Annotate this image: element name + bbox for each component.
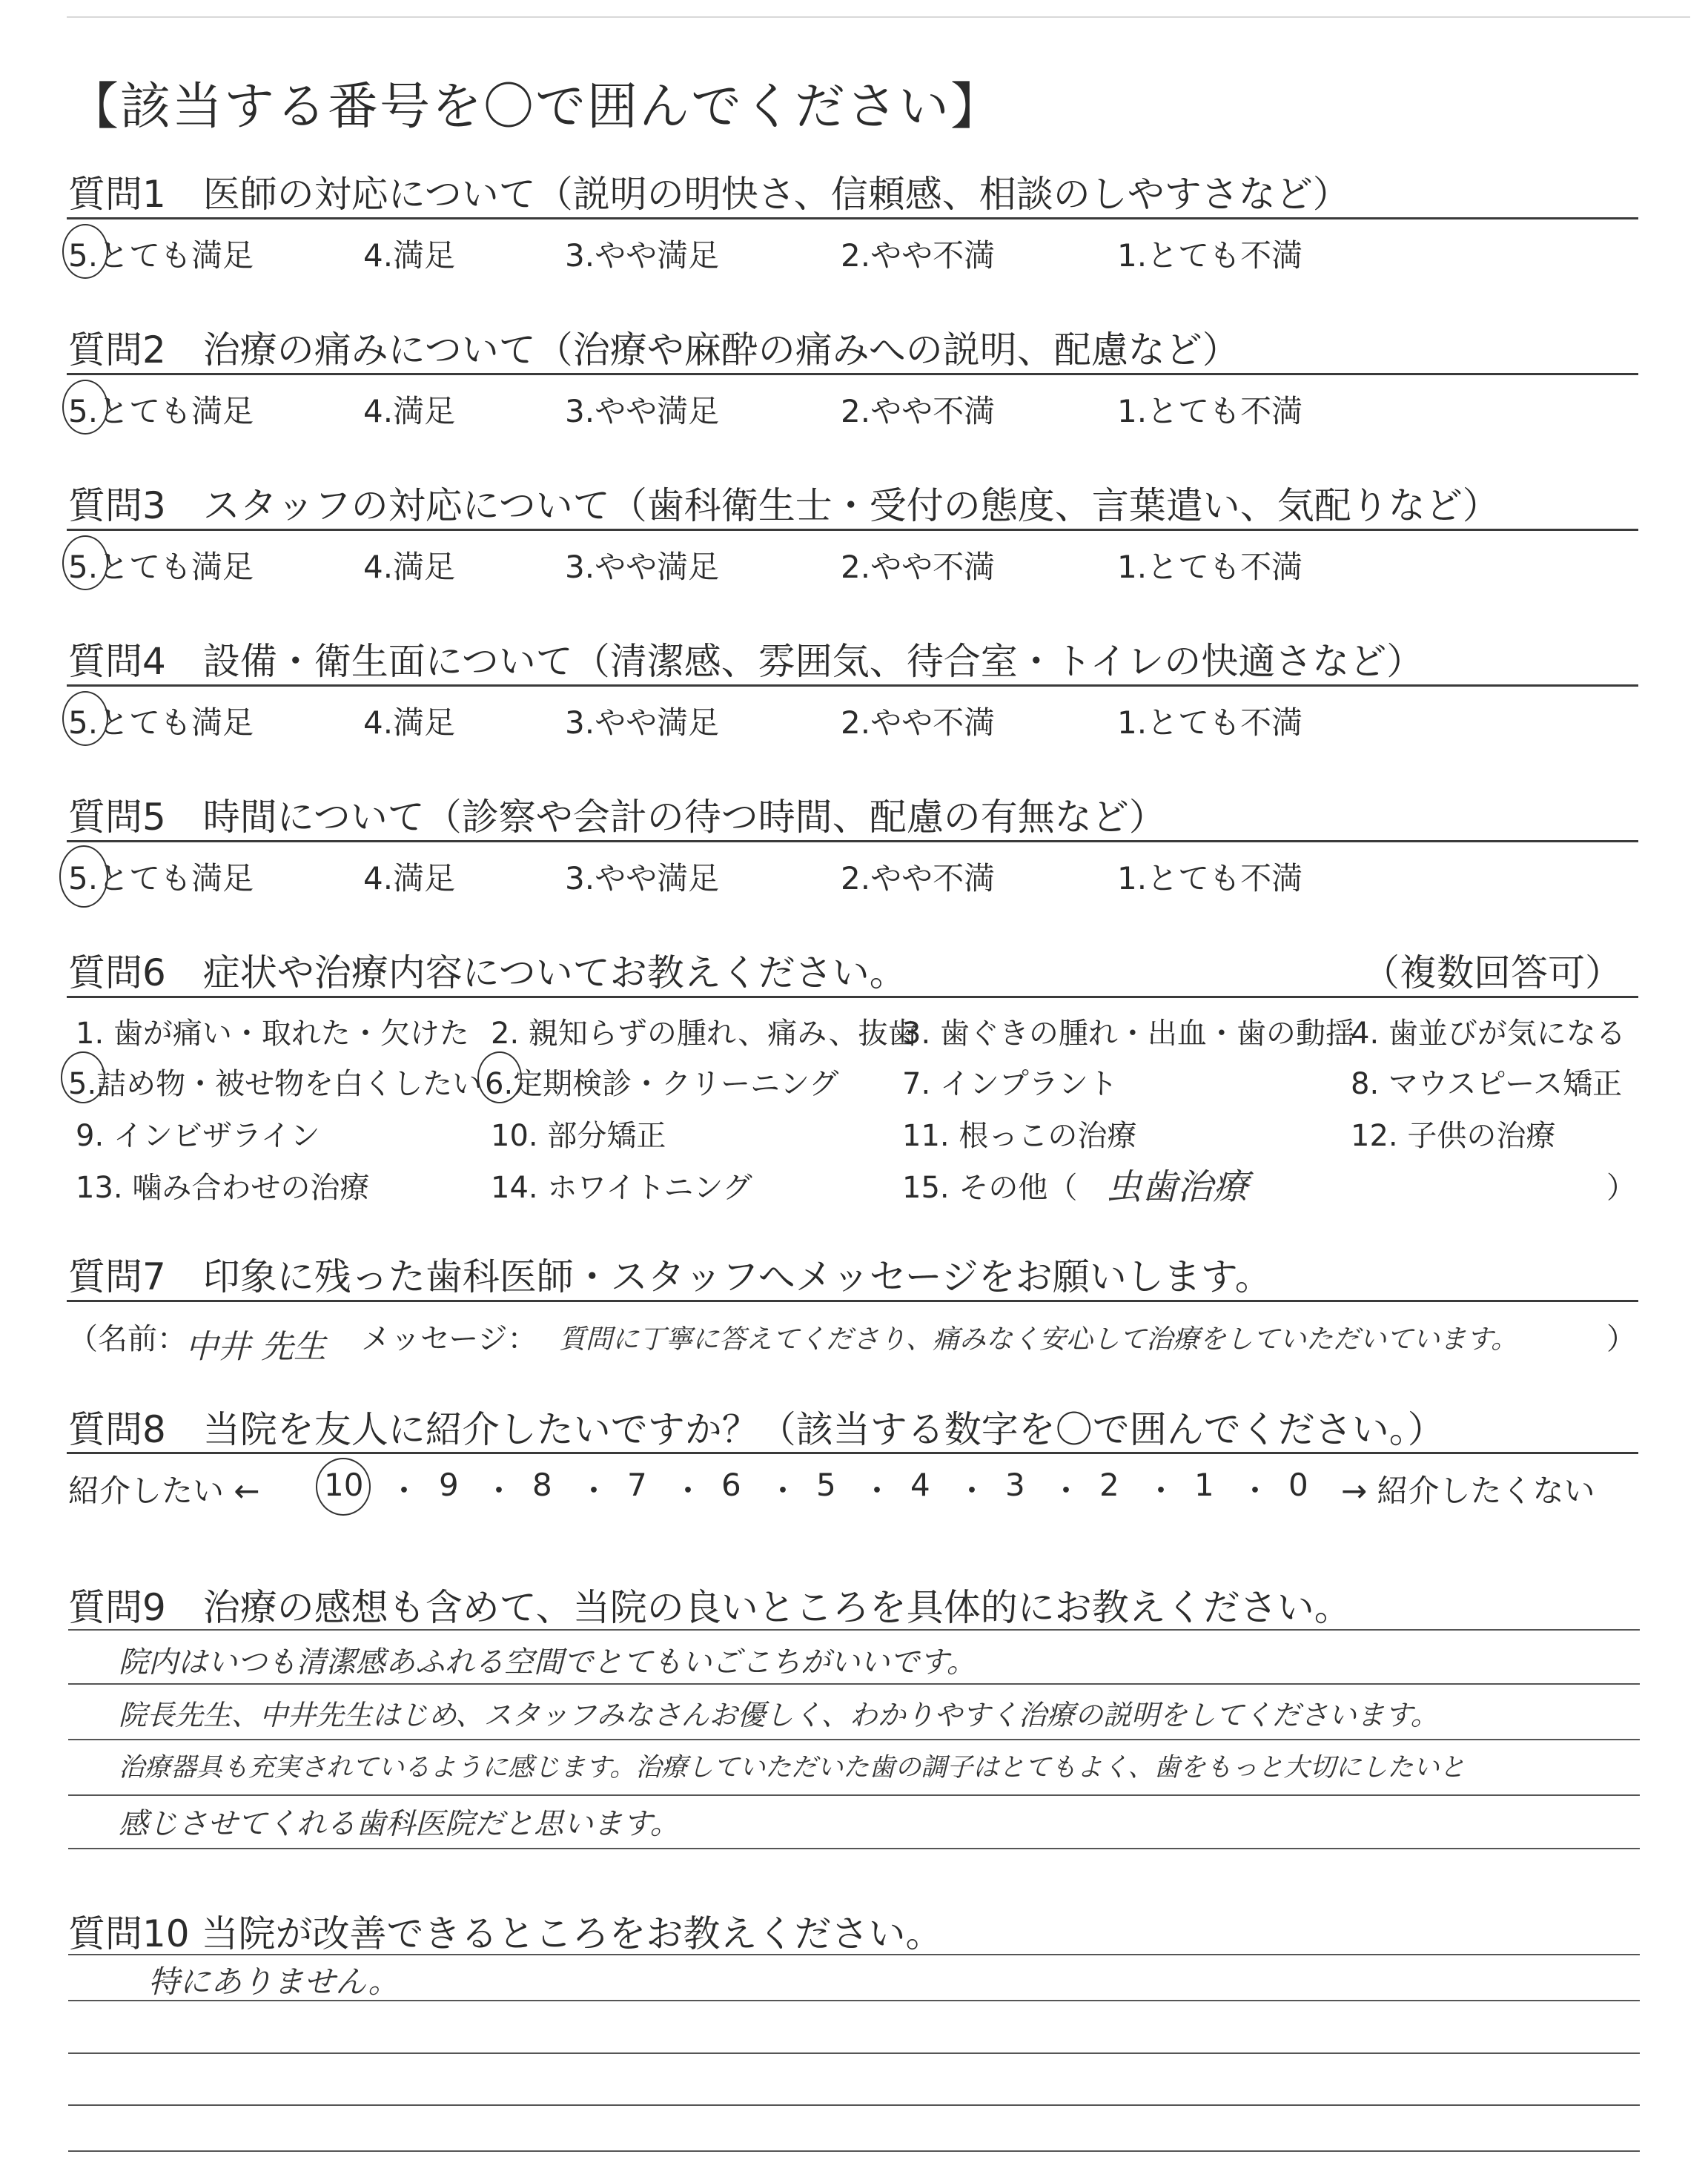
option-3[interactable]: 3.やや満足 [565, 860, 720, 896]
divider [67, 373, 1638, 375]
option-1[interactable]: 1.とても不満 [1117, 704, 1303, 741]
answer-line [68, 1683, 1640, 1685]
symptom-option-11[interactable]: 11. 根っこの治療 [902, 1119, 1137, 1153]
option-2[interactable]: 2.やや不満 [841, 704, 996, 741]
question-title: 質問10 当院が改善できるところをお教えください。 [68, 1912, 943, 1955]
answer-line [68, 1794, 1640, 1796]
answer-line [68, 2052, 1640, 2054]
name-label: （名前： [68, 1322, 187, 1356]
divider [67, 217, 1638, 219]
rating-options [68, 543, 1640, 595]
selection-circle [62, 535, 108, 590]
symptom-option-5[interactable]: 5.詰め物・被せ物を白くしたい [68, 1067, 483, 1101]
answer-line [68, 1848, 1640, 1849]
option-4[interactable]: 4.満足 [363, 549, 456, 585]
answer-text-line-3[interactable]: 治療器具も充実されているように感じます。治療していただいた歯の調子はとてもよく、歯をもっと大切にしたいと [119, 1753, 1466, 1783]
option-1[interactable]: 1.とても不満 [1117, 393, 1303, 429]
selection-circle [316, 1458, 371, 1516]
scale-dot: ・ [578, 1473, 610, 1509]
symptom-option-14[interactable]: 14. ホワイトニング [491, 1171, 752, 1205]
divider [67, 1452, 1638, 1454]
symptom-option-3[interactable]: 3. 歯ぐきの腫れ・出血・歯の動揺 [902, 1017, 1355, 1051]
answer-line [68, 1739, 1640, 1740]
scale-1[interactable]: 1 [1194, 1467, 1214, 1503]
selection-circle [62, 224, 108, 279]
scale-left-label: 紹介したい ← [68, 1473, 260, 1509]
symptom-option-7[interactable]: 7. インプラント [902, 1067, 1118, 1101]
scale-5[interactable]: 5 [816, 1467, 836, 1503]
scale-4[interactable]: 4 [910, 1467, 930, 1503]
question-title: 質問9 治療の感想も含めて、当院の良いところを具体的にお教えください。 [68, 1586, 1351, 1629]
option-1[interactable]: 1.とても不満 [1117, 860, 1303, 896]
option-2[interactable]: 2.やや不満 [841, 393, 996, 429]
scale-10[interactable]: 10 [324, 1467, 364, 1503]
option-4[interactable]: 4.満足 [363, 237, 456, 274]
answer-line [68, 1954, 1640, 1955]
option-4[interactable]: 4.満足 [363, 393, 456, 429]
answer-text-line-1[interactable]: 院内はいつも清潔感あふれる空間でとてもいごこちがいいです。 [119, 1645, 976, 1680]
option-1[interactable]: 1.とても不満 [1117, 549, 1303, 585]
question-title: 質問4 設備・衛生面について（清潔感、雰囲気、待合室・トイレの快適さなど） [68, 640, 1424, 683]
selection-circle [62, 691, 108, 746]
divider [67, 1300, 1638, 1302]
option-3[interactable]: 3.やや満足 [565, 237, 720, 274]
scale-6[interactable]: 6 [721, 1467, 741, 1503]
option-5[interactable]: 5.とても満足 [68, 393, 254, 429]
symptom-option-10[interactable]: 10. 部分矯正 [491, 1119, 666, 1153]
scale-0[interactable]: 0 [1288, 1467, 1308, 1503]
answer-line [68, 2150, 1640, 2152]
symptom-option-9[interactable]: 9. インビザライン [76, 1119, 320, 1153]
option-1[interactable]: 1.とても不満 [1117, 237, 1303, 274]
scale-dot: ・ [1145, 1473, 1177, 1509]
symptom-option-1[interactable]: 1. 歯が痛い・取れた・欠けた [76, 1017, 469, 1051]
answer-text-line-2[interactable]: 院長先生、中井先生はじめ、スタッフみなさんお優しく、わかりやすく治療の説明をしてくださいます。 [119, 1699, 1439, 1731]
rating-options [68, 231, 1640, 283]
other-close-paren: ） [1606, 1171, 1636, 1205]
symptom-option-4[interactable]: 4. 歯並びが気になる [1351, 1017, 1626, 1051]
question-title: 質問2 治療の痛みについて（治療や麻酔の痛みへの説明、配慮など） [68, 328, 1239, 371]
selection-circle [477, 1051, 522, 1103]
scale-dot: ・ [861, 1473, 893, 1509]
question-title: 質問7 印象に残った歯科医師・スタッフへメッセージをお願いします。 [68, 1255, 1272, 1298]
multi-answer-note: （複数回答可） [1363, 951, 1622, 994]
symptom-option-8[interactable]: 8. マウスピース矯正 [1351, 1067, 1623, 1101]
answer-line [68, 1629, 1640, 1631]
option-3[interactable]: 3.やや満足 [565, 393, 720, 429]
page-top-edge [67, 16, 1690, 18]
option-3[interactable]: 3.やや満足 [565, 549, 720, 585]
scale-dot: ・ [767, 1473, 799, 1509]
option-5[interactable]: 5.とても満足 [68, 549, 254, 585]
rating-options [68, 854, 1640, 906]
name-value[interactable]: 中井 先生 [185, 1328, 326, 1366]
scale-dot: ・ [388, 1473, 420, 1509]
rating-options [68, 387, 1640, 439]
question-title: 質問6 症状や治療内容についてお教えください。 [68, 951, 907, 994]
option-5[interactable]: 5.とても満足 [68, 704, 254, 741]
symptom-option-13[interactable]: 13. 噛み合わせの治療 [76, 1171, 370, 1205]
answer-text-line-4[interactable]: 感じさせてくれる歯科医院だと思います。 [119, 1807, 680, 1841]
message-row [68, 1311, 1647, 1366]
scale-dot: ・ [1239, 1473, 1271, 1509]
symptom-options [68, 1010, 1647, 1225]
rating-options [68, 698, 1640, 750]
scale-9[interactable]: 9 [439, 1467, 459, 1503]
other-text-value[interactable]: 虫歯治療 [1106, 1166, 1249, 1208]
message-value[interactable]: 質問に丁寧に答えてくださり、痛みなく安心して治療をしていただいています。 [559, 1324, 1518, 1355]
symptom-option-12[interactable]: 12. 子供の治療 [1351, 1119, 1556, 1153]
selection-circle [59, 845, 108, 908]
scale-dot: ・ [483, 1473, 515, 1509]
symptom-option-6[interactable]: 6.定期検診・クリーニング [485, 1067, 839, 1101]
message-label: メッセージ： [361, 1322, 537, 1356]
option-3[interactable]: 3.やや満足 [565, 704, 720, 741]
message-close-paren: ） [1606, 1322, 1636, 1356]
divider [67, 840, 1638, 842]
answer-text-line-1[interactable]: 特にありません。 [148, 1964, 400, 2000]
option-5[interactable]: 5.とても満足 [68, 860, 254, 896]
divider [67, 529, 1638, 531]
recommend-scale [68, 1467, 1647, 1519]
scale-7[interactable]: 7 [627, 1467, 647, 1503]
question-title: 質問5 時間について（診察や会計の待つ時間、配慮の有無など） [68, 796, 1166, 839]
scale-dot: ・ [956, 1473, 988, 1509]
page-title: 【該当する番号を〇で囲んでください】 [68, 78, 1003, 136]
question-title: 質問3 スタッフの対応について（歯科衛生士・受付の態度、言葉遣い、気配りなど） [68, 484, 1500, 527]
option-2[interactable]: 2.やや不満 [841, 237, 996, 274]
question-title: 質問1 医師の対応について（説明の明快さ、信頼感、相談のしやすさなど） [68, 173, 1350, 216]
scale-right-label: → 紹介したくない [1341, 1473, 1595, 1509]
scale-dot: ・ [1050, 1473, 1082, 1509]
question-title: 質問8 当院を友人に紹介したいですか？（該当する数字を〇で囲んでください。） [68, 1408, 1445, 1451]
option-2[interactable]: 2.やや不満 [841, 860, 996, 896]
option-4[interactable]: 4.満足 [363, 704, 456, 741]
symptom-option-2[interactable]: 2. 親知らずの腫れ、痛み、抜歯 [491, 1017, 918, 1051]
scale-2[interactable]: 2 [1099, 1467, 1119, 1503]
answer-line [68, 2104, 1640, 2106]
divider [67, 996, 1638, 998]
selection-circle [61, 1051, 105, 1103]
scale-8[interactable]: 8 [532, 1467, 552, 1503]
option-2[interactable]: 2.やや不満 [841, 549, 996, 585]
scale-3[interactable]: 3 [1005, 1467, 1025, 1503]
scale-dot: ・ [672, 1473, 704, 1509]
symptom-option-15[interactable]: 15. その他（ [902, 1171, 1078, 1205]
option-4[interactable]: 4.満足 [363, 860, 456, 896]
option-5[interactable]: 5.とても満足 [68, 237, 254, 274]
selection-circle [62, 380, 108, 435]
divider [67, 684, 1638, 687]
